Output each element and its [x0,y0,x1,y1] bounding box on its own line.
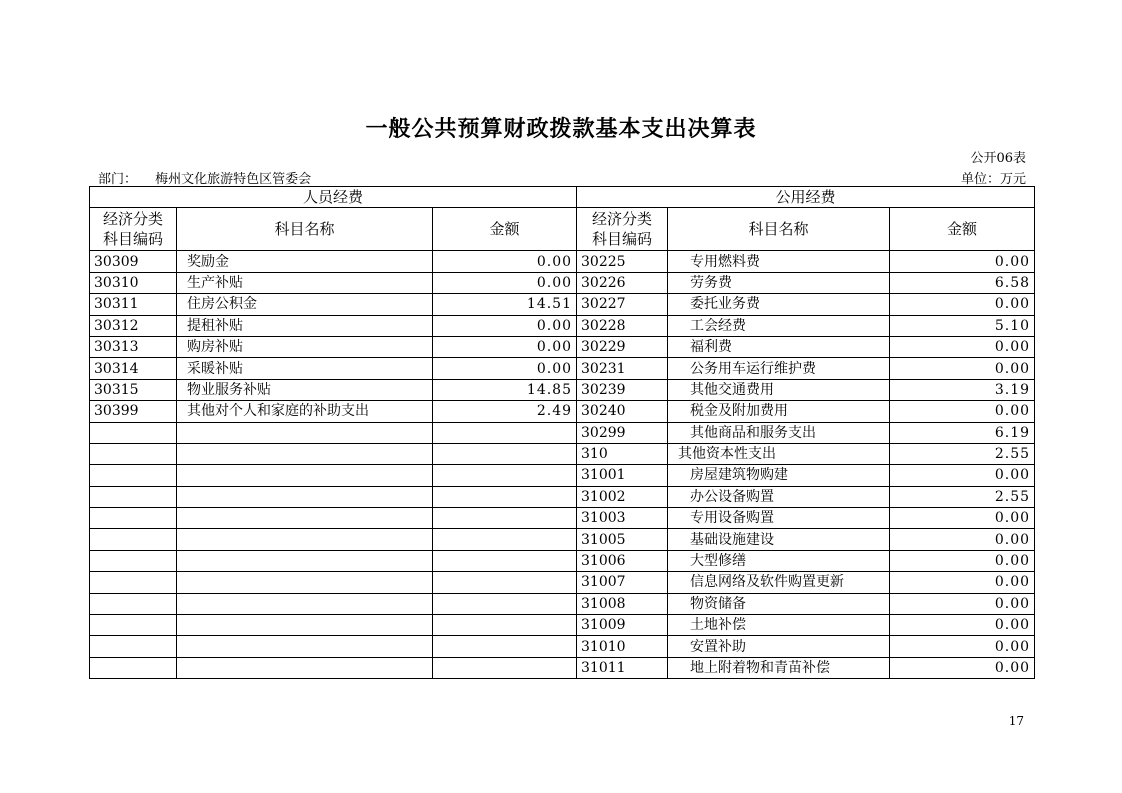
table-row [90,401,1035,422]
right-code-cell: 31002 [577,486,668,507]
right-name-cell: 物资储备 [668,593,890,614]
right-amount-cell: 0.00 [890,508,1035,529]
right-code-cell: 31007 [577,572,668,593]
right-name-cell: 基础设施建设 [668,529,890,550]
left-name-cell: 其他对个人和家庭的补助支出 [177,401,433,422]
left-name-cell: 奖励金 [177,251,433,272]
table-row [90,272,1035,293]
left-amount-cell: 0.00 [433,336,577,357]
right-name-cell: 房屋建筑物购建 [668,465,890,486]
left-code-cell [90,657,177,678]
left-amount-cell: 0.00 [433,315,577,336]
col-header-code-right: 经济分类 科目编码 [577,208,668,251]
left-amount-cell [433,465,577,486]
left-amount-cell: 14.51 [433,294,577,315]
left-amount-cell [433,550,577,571]
right-amount-cell: 0.00 [890,465,1035,486]
table-row [90,336,1035,357]
table-row [90,358,1035,379]
left-name-cell [177,572,433,593]
table-row [90,422,1035,443]
table-row [90,615,1035,636]
left-amount-cell [433,615,577,636]
right-code-cell: 30229 [577,336,668,357]
left-name-cell [177,422,433,443]
right-name-cell: 其他交通费用 [668,379,890,400]
left-amount-cell [433,593,577,614]
unit-label: 单位：万元 [960,172,1026,187]
right-name-cell: 安置补助 [668,636,890,657]
table-row [90,486,1035,507]
left-amount-cell [433,422,577,443]
table-row [90,379,1035,400]
right-amount-cell: 0.00 [890,251,1035,272]
right-code-cell: 31005 [577,529,668,550]
right-amount-cell: 0.00 [890,636,1035,657]
table-row [90,550,1035,571]
left-name-cell: 采暖补贴 [177,358,433,379]
table-row [90,529,1035,550]
col-header-name-left: 科目名称 [177,208,433,251]
page-number: 17 [1008,714,1024,728]
right-code-cell: 30239 [577,379,668,400]
left-name-cell: 物业服务补贴 [177,379,433,400]
right-code-cell: 30225 [577,251,668,272]
table-row [90,657,1035,678]
left-name-cell [177,615,433,636]
left-amount-cell [433,443,577,464]
left-name-cell [177,657,433,678]
right-amount-cell: 2.55 [890,486,1035,507]
left-amount-cell [433,636,577,657]
right-name-cell: 大型修缮 [668,550,890,571]
right-code-cell: 31010 [577,636,668,657]
left-code-cell: 30311 [90,294,177,315]
right-name-cell: 专用设备购置 [668,508,890,529]
right-code-cell: 31003 [577,508,668,529]
right-amount-cell: 6.58 [890,272,1035,293]
table-row [90,572,1035,593]
right-code-cell: 31006 [577,550,668,571]
right-name-cell: 其他商品和服务支出 [668,422,890,443]
right-amount-cell: 0.00 [890,358,1035,379]
left-amount-cell [433,572,577,593]
left-code-cell [90,443,177,464]
right-code-cell: 30240 [577,401,668,422]
right-name-cell: 委托业务费 [668,294,890,315]
left-code-cell: 30315 [90,379,177,400]
right-code-cell: 30299 [577,422,668,443]
left-amount-cell: 0.00 [433,272,577,293]
left-amount-cell [433,508,577,529]
left-name-cell: 提租补贴 [177,315,433,336]
right-amount-cell: 6.19 [890,422,1035,443]
left-code-cell [90,615,177,636]
right-amount-cell: 0.00 [890,336,1035,357]
left-amount-cell: 0.00 [433,251,577,272]
left-amount-cell: 14.85 [433,379,577,400]
left-code-cell [90,572,177,593]
right-name-cell: 办公设备购置 [668,486,890,507]
left-code-cell [90,486,177,507]
right-amount-cell: 0.00 [890,294,1035,315]
table-row [90,636,1035,657]
right-name-cell: 福利费 [668,336,890,357]
left-amount-cell [433,529,577,550]
left-code-cell [90,593,177,614]
left-name-cell: 购房补贴 [177,336,433,357]
right-amount-cell: 0.00 [890,657,1035,678]
right-code-cell: 30226 [577,272,668,293]
group-public-header: 公用经费 [577,187,1035,208]
expenditure-table [89,186,1035,679]
left-amount-cell: 0.00 [433,358,577,379]
left-name-cell: 住房公积金 [177,294,433,315]
right-name-cell: 工会经费 [668,315,890,336]
left-amount-cell: 2.49 [433,401,577,422]
right-name-cell: 专用燃料费 [668,251,890,272]
left-code-cell: 30310 [90,272,177,293]
column-header-row [90,208,1035,251]
left-name-cell [177,465,433,486]
col-header-amount-right: 金额 [890,208,1035,251]
left-code-cell: 30399 [90,401,177,422]
right-amount-cell: 0.00 [890,615,1035,636]
left-name-cell: 生产补贴 [177,272,433,293]
document-title: 一般公共预算财政拨款基本支出决算表 [365,116,757,142]
right-amount-cell: 0.00 [890,529,1035,550]
left-code-cell: 30314 [90,358,177,379]
right-name-cell: 劳务费 [668,272,890,293]
left-code-cell: 30309 [90,251,177,272]
left-amount-cell [433,486,577,507]
department-label: 部门： [98,172,138,187]
right-name-cell: 土地补偿 [668,615,890,636]
group-personnel-header: 人员经费 [90,187,577,208]
left-name-cell [177,508,433,529]
right-code-cell: 31011 [577,657,668,678]
table-row [90,294,1035,315]
right-amount-cell: 0.00 [890,572,1035,593]
right-name-cell: 其他资本性支出 [668,443,890,464]
table-row [90,508,1035,529]
right-code-cell: 30231 [577,358,668,379]
right-name-cell: 信息网络及软件购置更新 [668,572,890,593]
right-code-cell: 31001 [577,465,668,486]
table-row [90,443,1035,464]
left-code-cell [90,636,177,657]
left-code-cell [90,508,177,529]
right-code-cell: 31009 [577,615,668,636]
left-code-cell [90,465,177,486]
left-code-cell: 30313 [90,336,177,357]
right-code-cell: 30228 [577,315,668,336]
right-amount-cell: 0.00 [890,401,1035,422]
left-name-cell [177,636,433,657]
col-header-name-right: 科目名称 [668,208,890,251]
right-name-cell: 地上附着物和青苗补偿 [668,657,890,678]
right-name-cell: 公务用车运行维护费 [668,358,890,379]
left-name-cell [177,443,433,464]
left-name-cell [177,550,433,571]
left-name-cell [177,593,433,614]
form-number: 公开06表 [970,151,1026,166]
left-code-cell: 30312 [90,315,177,336]
department-name: 梅州文化旅游特色区管委会 [155,172,312,187]
right-code-cell: 30227 [577,294,668,315]
table-row [90,251,1035,272]
table-row [90,315,1035,336]
right-code-cell: 310 [577,443,668,464]
col-header-amount-left: 金额 [433,208,577,251]
left-name-cell [177,486,433,507]
group-header-row [90,187,1035,208]
right-amount-cell: 5.10 [890,315,1035,336]
department-line [98,168,311,187]
left-name-cell [177,529,433,550]
table-row [90,465,1035,486]
left-code-cell [90,422,177,443]
left-code-cell [90,550,177,571]
table-row [90,593,1035,614]
right-name-cell: 税金及附加费用 [668,401,890,422]
right-amount-cell: 2.55 [890,443,1035,464]
left-amount-cell [433,657,577,678]
col-header-code-left: 经济分类 科目编码 [90,208,177,251]
right-code-cell: 31008 [577,593,668,614]
left-code-cell [90,529,177,550]
right-amount-cell: 3.19 [890,379,1035,400]
right-amount-cell: 0.00 [890,593,1035,614]
right-amount-cell: 0.00 [890,550,1035,571]
